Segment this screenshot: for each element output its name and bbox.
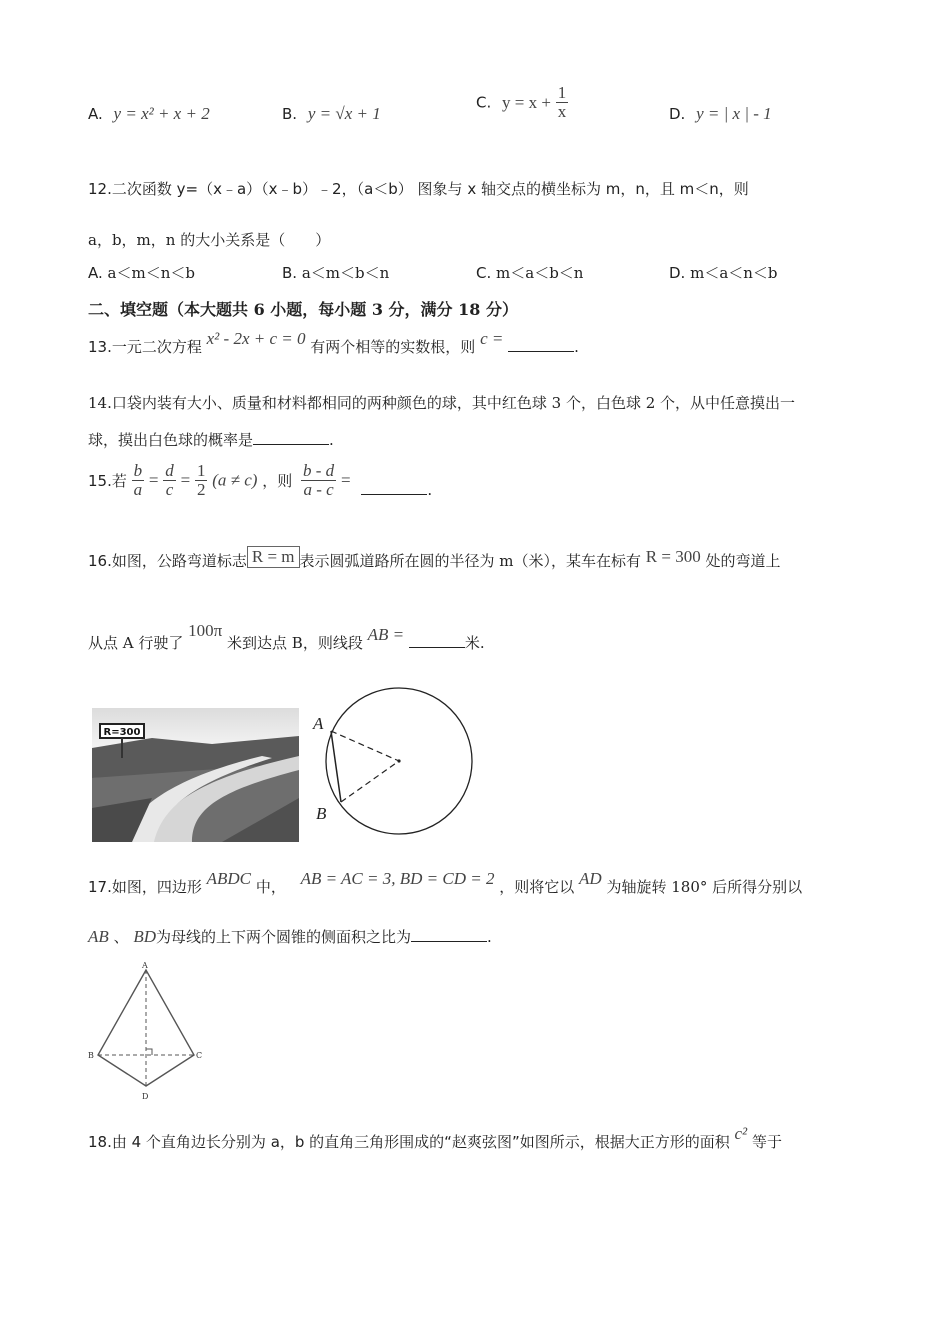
q12-option-d [669, 262, 778, 283]
q16-prefix: 16.如图，公路弯道标志 [88, 552, 247, 570]
q12-option-a [88, 262, 195, 283]
q15-frac4-den: a - c [303, 480, 334, 499]
circle-diagram [310, 684, 480, 844]
q15-eq3: = [340, 470, 351, 490]
q14-line2 [88, 429, 334, 450]
q12-option-b-label: B. [282, 264, 298, 282]
q12-option-d-text: m＜a＜n＜b [690, 264, 778, 282]
q15 [88, 462, 432, 499]
q11-option-a-label: A. [88, 105, 103, 123]
q15-mid: ，则 [262, 472, 293, 490]
q15-frac2-den: c [165, 480, 174, 499]
q17-line2-mid: 为母线的上下两个圆锥的侧面积之比为 [156, 928, 412, 946]
q11-option-b-label: B. [282, 105, 298, 123]
q17-line1-end: 为轴旋转 180° 后所得分别以 [606, 878, 803, 896]
q15-frac-target [301, 462, 336, 499]
q13-answer-blank[interactable] [508, 351, 574, 352]
q14-line2-prefix: 球，摸出白色球的概率是 [88, 431, 254, 449]
radius-ob [341, 761, 399, 802]
q17-line1 [88, 869, 803, 897]
q15-frac2-num: d [165, 461, 174, 480]
point-a-label: A [313, 714, 324, 733]
q16-answer-blank[interactable] [409, 647, 465, 648]
q15-frac3-num: 1 [196, 461, 206, 480]
q17-axis: AD [579, 869, 602, 888]
q11-option-d-expr: y = | x | - 1 [696, 104, 772, 123]
q17-quad: ABDC [206, 869, 252, 888]
section-heading: 二、填空题（本大题共 6 小题，每小题 3 分，满分 18 分） [88, 300, 518, 319]
q16-line2-mid: 米到达点 B，则线段 [227, 634, 363, 652]
q12-option-b [282, 262, 389, 283]
q16-line1-mid: 表示圆弧道路所在圆的半径为 m（米），某车在标有 [299, 552, 642, 570]
q15-frac-d-c [163, 462, 176, 499]
q12-option-a-text: a＜m＜n＜b [107, 264, 195, 282]
q17-line1-mid: 中， [255, 878, 286, 896]
q15-frac-b-a [132, 462, 145, 499]
q12-option-c-text: m＜a＜b＜n [496, 264, 584, 282]
road-curve-photo [92, 708, 299, 842]
q11-option-b-expr: y = √x + 1 [307, 104, 381, 123]
q17-line2-end: . [487, 928, 492, 946]
q15-frac4-num: b - d [303, 461, 335, 480]
kite-label-c: C [196, 1051, 203, 1060]
q16-line2-end: 米. [464, 634, 485, 652]
q18-end: 等于 [751, 1133, 782, 1151]
kite-label-b: B [88, 1051, 94, 1060]
circle-diagram-svg [310, 684, 480, 844]
q13-equation: x² - 2x + c = 0 [206, 329, 306, 348]
q15-frac1-num: b [133, 461, 143, 480]
q11-option-c-fraction [556, 84, 569, 121]
q15-eq1: = [148, 470, 159, 490]
q11-option-d-label: D. [669, 105, 686, 123]
q17-line2 [88, 926, 492, 947]
kite-diagram [86, 958, 206, 1103]
q18 [88, 1124, 782, 1152]
q17-prefix: 17.如图，四边形 [88, 878, 202, 896]
q15-condition: (a ≠ c) [212, 470, 258, 490]
q12-option-b-text: a＜m＜b＜n [301, 264, 390, 282]
photo-sign-text: R=300 [103, 727, 141, 738]
q12-option-c [476, 262, 583, 283]
q14-end: . [329, 431, 334, 449]
q13-mid: 有两个相等的实数根，则 [310, 338, 476, 356]
q15-answer-blank[interactable] [361, 494, 427, 495]
q16-line2-prefix: 从点 A 行驶了 [88, 634, 184, 652]
q13 [88, 329, 579, 357]
q18-prefix: 18.由 4 个直角边长分别为 a，b 的直角三角形围成的“赵爽弦图”如图所示，根据大正方形的面积 [88, 1133, 730, 1151]
kite-label-a: A [142, 961, 148, 970]
q11-option-b [282, 104, 381, 124]
q11-option-c-denominator: x [557, 102, 567, 121]
road-photo-svg [92, 708, 299, 842]
kite-label-d: D [142, 1092, 149, 1101]
q15-frac3-den: 2 [196, 480, 206, 499]
q12-option-a-label: A. [88, 264, 103, 282]
q16-line1-end: 处的弯道上 [705, 552, 781, 570]
q17-line1-mid2: ，则将它以 [499, 878, 575, 896]
q15-prefix: 15.若 [88, 472, 127, 490]
right-angle-mark [146, 1049, 152, 1055]
q11-option-a [88, 104, 210, 124]
q17-ab: AB [88, 927, 109, 946]
q12-option-c-label: C. [476, 264, 492, 282]
q14-answer-blank[interactable] [253, 444, 329, 445]
q17-sep: 、 [113, 928, 129, 946]
q16-line2 [88, 621, 485, 653]
q14-line1: 14.口袋内装有大小、质量和材料都相同的两种颜色的球，其中红色球 3 个，白色球 2 个，从中任意摸出一 [88, 394, 796, 412]
q11-option-c-numerator: 1 [557, 83, 567, 102]
q15-frac-half [195, 462, 208, 499]
q16-line1 [88, 547, 781, 572]
point-b-label: B [316, 804, 327, 823]
q12-option-d-label: D. [669, 264, 686, 282]
q16-ab: AB = [367, 625, 405, 644]
q18-c-squared: c² [734, 1124, 748, 1143]
q11-option-c-expr: y = x + [502, 92, 551, 112]
q12-stem-line2: a，b，m，n 的大小关系是（ ） [88, 231, 331, 249]
radius-oa [331, 731, 399, 761]
q16-distance: 100π [188, 621, 223, 640]
q11-option-a-expr: y = x² + x + 2 [113, 104, 210, 123]
q15-frac1-den: a [133, 480, 143, 499]
q17-bd: BD [133, 927, 157, 946]
q11-option-d [669, 104, 772, 124]
q13-var: c = [480, 329, 504, 348]
q13-end: . [574, 338, 579, 356]
q15-end: . [427, 480, 433, 499]
q11-option-c [476, 84, 568, 121]
q12-stem-line1: 12.二次函数 y=（x﹣a）（x﹣b）﹣2，（a＜b） 图象与 x 轴交点的横坐标为 m，n，且 m＜n，则 [88, 180, 749, 198]
kite-diagram-svg [86, 958, 206, 1103]
q15-eq2: = [180, 470, 191, 490]
q17-condition: AB = AC = 3, BD = CD = 2 [300, 869, 495, 888]
q11-option-c-label: C. [476, 93, 492, 112]
circle-center [397, 759, 400, 762]
road-sign-box: R = m [247, 546, 300, 568]
q17-answer-blank[interactable] [411, 941, 487, 942]
q16-radius: R = 300 [645, 547, 701, 566]
q13-prefix: 13.一元二次方程 [88, 338, 202, 356]
